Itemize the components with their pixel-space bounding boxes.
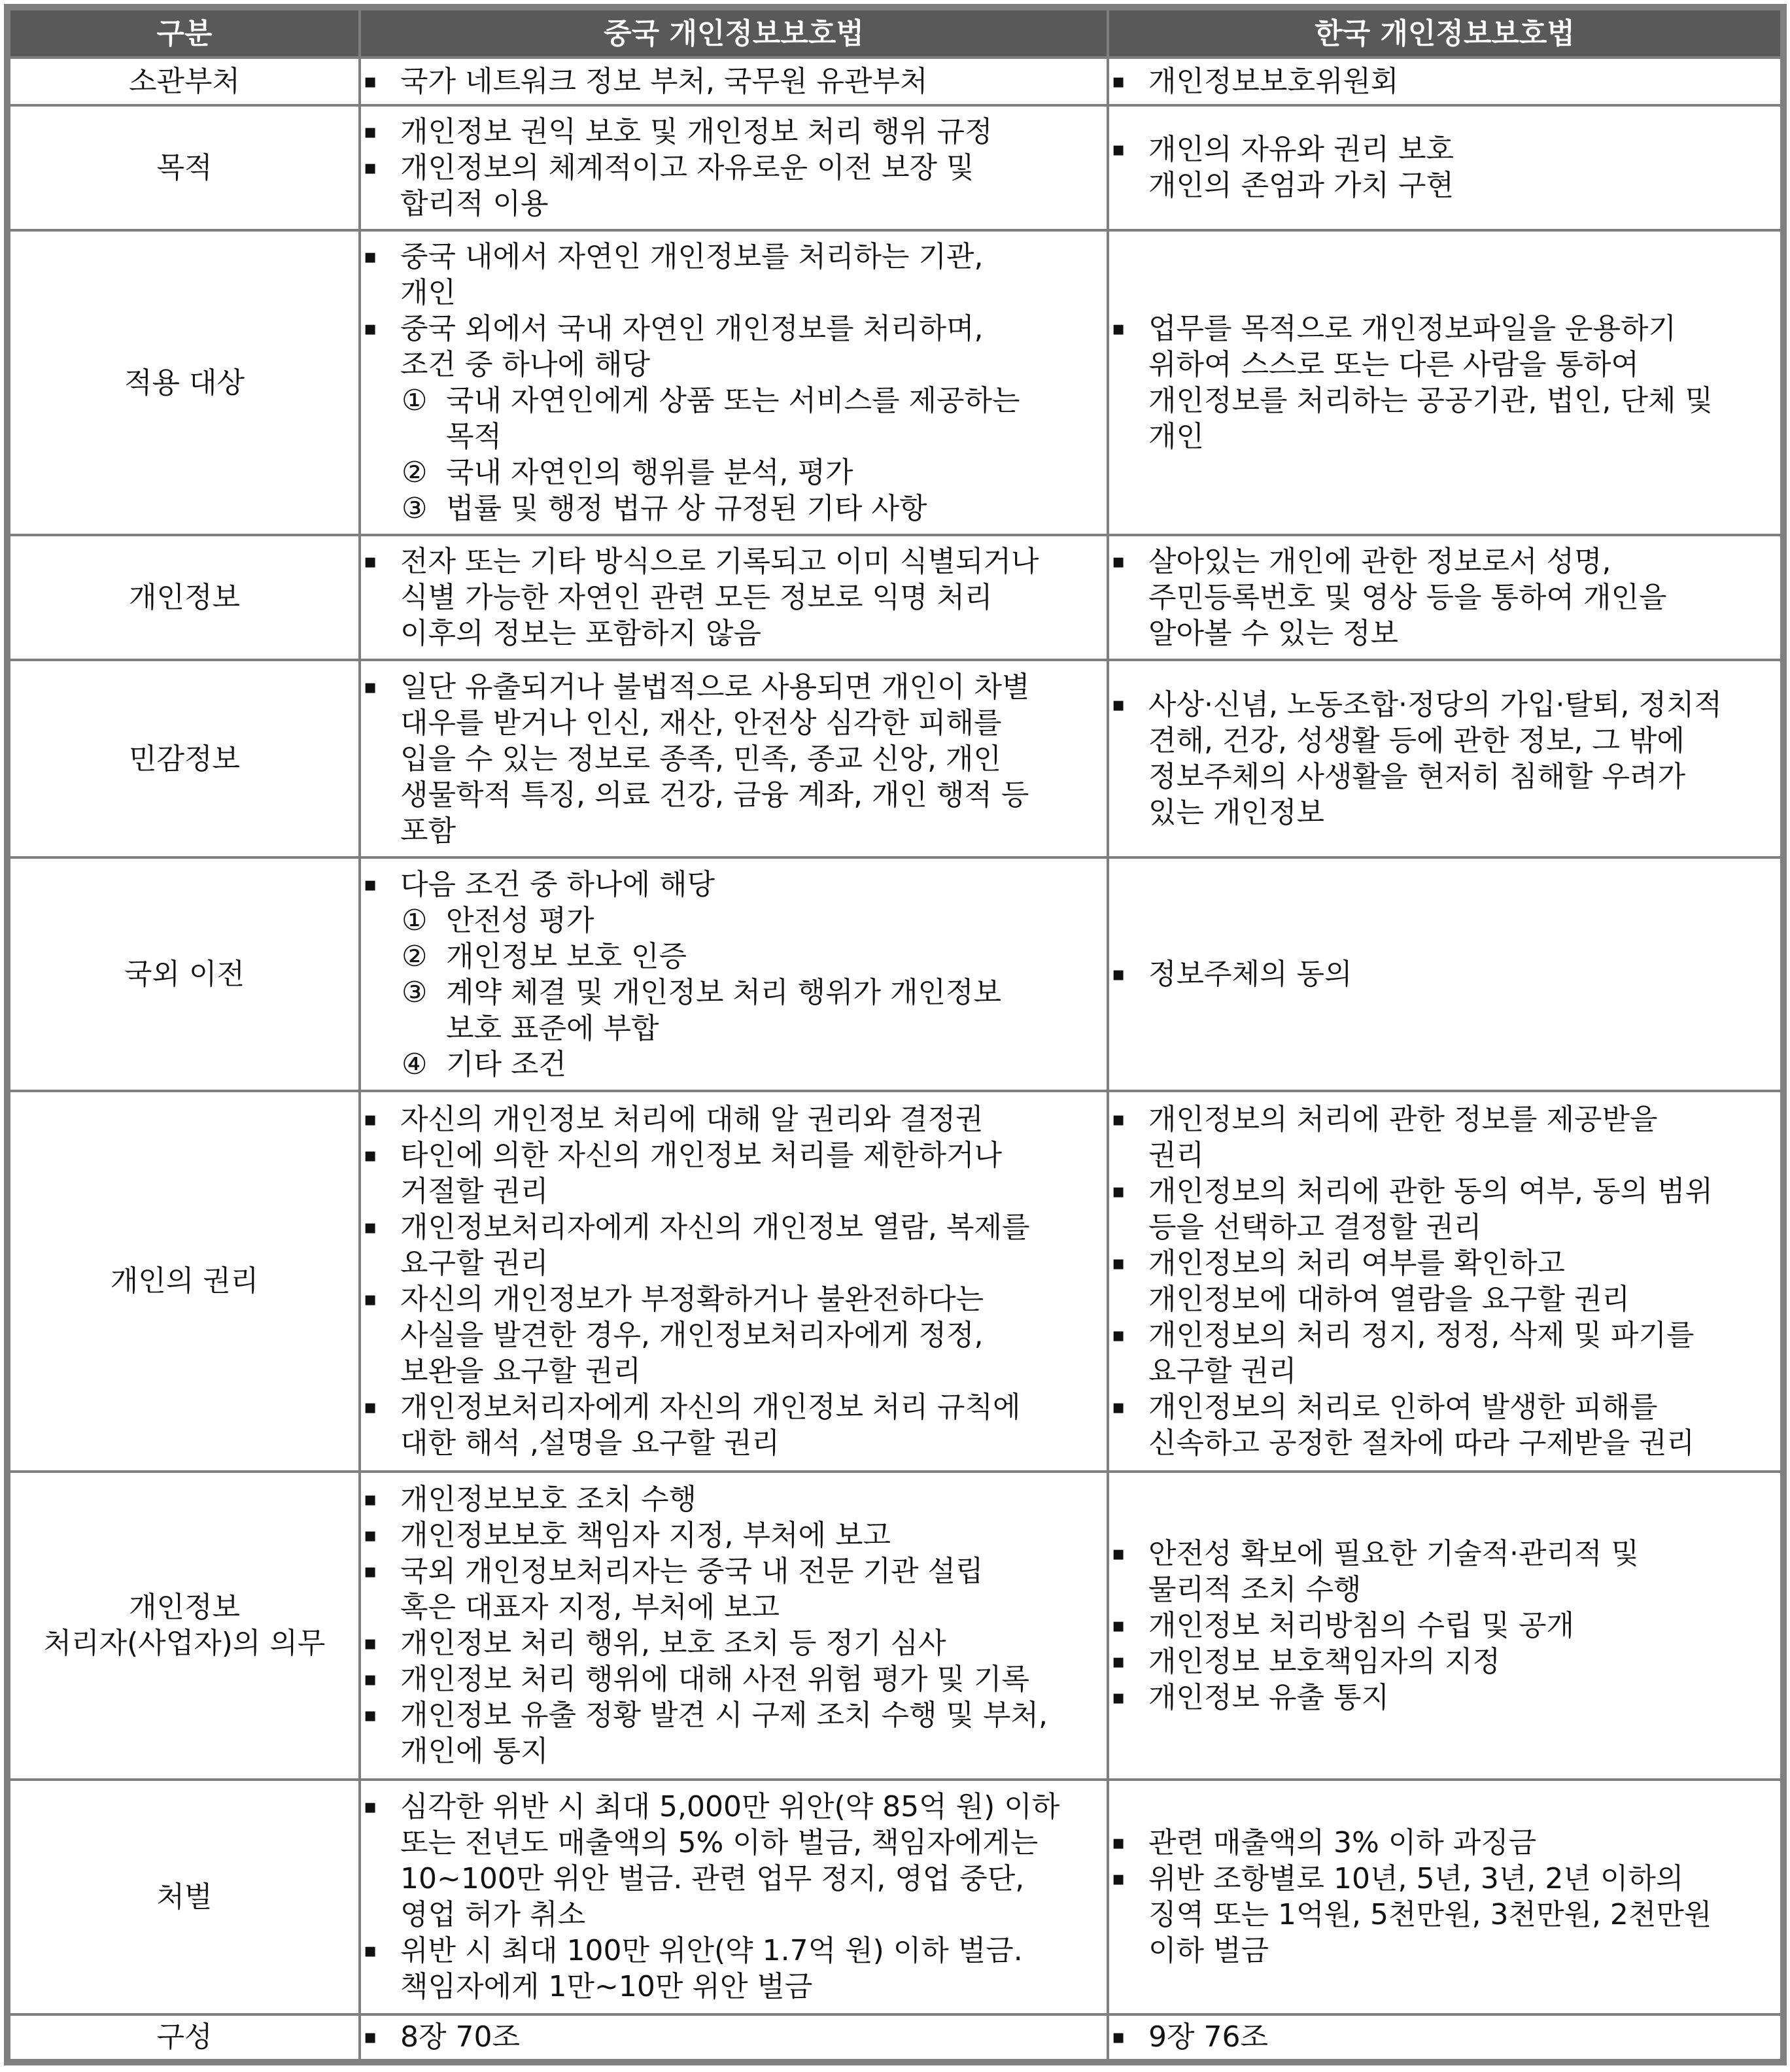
item-number: ③	[402, 492, 428, 526]
numbered-item	[361, 939, 1107, 975]
bullet-icon: ▪	[1112, 317, 1126, 341]
bullet-icon: ▪	[364, 1632, 377, 1655]
korea-cell	[1109, 232, 1780, 534]
numbered-item-text: 법률 및 행정 법규 상 규정된 기타 사항	[446, 492, 927, 526]
bullet-list	[1109, 1536, 1780, 1716]
bullet-list	[361, 544, 1107, 651]
china-cell	[361, 107, 1107, 229]
item-number: ①	[402, 384, 428, 418]
bullet-icon: ▪	[1112, 1395, 1126, 1419]
list-item-text: 개인정보의 처리 정지, 정정, 삭제 및 파기를 요구할 권리	[1148, 1318, 1695, 1388]
numbered-item-text: 국내 자연인의 행위를 분석, 평가	[446, 456, 853, 490]
korea-cell	[1109, 661, 1780, 856]
numbered-item	[361, 383, 1107, 455]
list-item	[361, 544, 1107, 651]
numbered-list	[361, 903, 1107, 1082]
list-item	[361, 1481, 1107, 1517]
korea-cell	[1109, 859, 1780, 1089]
bullet-icon: ▪	[364, 1704, 377, 1727]
list-item-text: 자신의 개인정보가 부정확하거나 불완전하다는 사실을 발견한 경우, 개인정보처리자에게 정정, 보완을 요구할 권리	[400, 1282, 984, 1388]
category-label: 처벌	[10, 1781, 358, 2013]
list-item-text: 살아있는 개인에 관한 정보로서 성명, 주민등록번호 및 영상 등을 통하여 개인을 알아볼 수 있는 정보	[1148, 545, 1667, 651]
numbered-item-text: 계약 체결 및 개인정보 처리 행위가 개인정보 보호 표준에 부합	[446, 975, 1001, 1045]
table-row-cross-border-transfer	[10, 859, 1780, 1089]
category-label: 적용 대상	[10, 232, 358, 534]
bullet-list	[1109, 131, 1780, 203]
bullet-icon: ▪	[364, 1287, 377, 1311]
table-row-personal-information	[10, 536, 1780, 659]
header-row	[10, 10, 1780, 56]
list-item	[1109, 1536, 1780, 1608]
list-item-text: 개인정보의 체계적이고 자유로운 이전 보장 및 합리적 이용	[400, 150, 974, 220]
bullet-icon: ▪	[1112, 1107, 1126, 1131]
numbered-item	[361, 903, 1107, 939]
list-item-text: 심각한 위반 시 최대 5,000만 위안(약 85억 원) 이하 또는 전년도 매출액의 5% 이하 벌금, 책임자에게는 10~100만 위안 벌금. 관련 업무 정지, 영업 중단, 영업 허가 취소	[400, 1790, 1060, 1932]
header-korea-law: 한국 개인정보보호법	[1109, 10, 1780, 56]
list-item-text: 일단 유출되거나 불법적으로 사용되면 개인이 차별 대우를 받거나 인신, 재산, 안전상 심각한 피해를 입을 수 있는 정보로 종족, 민족, 종교 신앙, 개인 생물학적 특징, 의료 건강, 금융 계좌, 개인 행적 등 포함	[400, 670, 1030, 848]
bullet-icon: ▪	[364, 550, 377, 574]
bullet-list	[1109, 2019, 1780, 2055]
item-number: ④	[402, 1047, 428, 1081]
bullet-icon: ▪	[364, 1560, 377, 1583]
list-item	[1109, 1317, 1780, 1389]
numbered-item-text: 기타 조건	[446, 1047, 567, 1081]
korea-cell	[1109, 1473, 1780, 1778]
bullet-icon: ▪	[1112, 138, 1126, 162]
list-item	[361, 1661, 1107, 1697]
table-row-composition	[10, 2016, 1780, 2059]
list-item-text: 국가 네트워크 정보 부처, 국무원 유관부처	[400, 65, 928, 98]
bullet-icon: ▪	[1112, 1867, 1126, 1891]
list-item	[361, 1553, 1107, 1625]
list-item	[1109, 63, 1780, 99]
china-cell	[361, 859, 1107, 1089]
item-number: ③	[402, 975, 428, 1009]
list-item	[361, 867, 1107, 903]
item-number: ②	[402, 939, 428, 973]
bullet-icon: ▪	[364, 120, 377, 143]
list-item	[1109, 687, 1780, 831]
header-china-law: 중국 개인정보보호법	[361, 10, 1107, 56]
list-item	[361, 311, 1107, 383]
bullet-list	[1109, 1825, 1780, 1969]
bullet-icon: ▪	[1112, 550, 1126, 574]
china-cell	[361, 536, 1107, 659]
china-cell	[361, 59, 1107, 104]
list-item	[1109, 1644, 1780, 1680]
list-item	[361, 1281, 1107, 1389]
china-cell	[361, 1473, 1107, 1778]
category-label: 국외 이전	[10, 859, 358, 1089]
numbered-item	[361, 491, 1107, 527]
table-row-purpose	[10, 107, 1780, 229]
list-item-text: 사상·신념, 노동조합·정당의 가입·탈퇴, 정치적 견해, 건강, 성생활 등에 관한 정보, 그 밖에 정보주체의 사생활을 현저히 침해할 우려가 있는 개인정보	[1148, 688, 1722, 830]
list-item	[1109, 1825, 1780, 1861]
bullet-icon: ▪	[1112, 1685, 1126, 1709]
category-label: 민감정보	[10, 661, 358, 856]
list-item-text: 개인정보보호 조치 수행	[400, 1483, 697, 1517]
bullet-icon: ▪	[1112, 1542, 1126, 1565]
bullet-list	[361, 2019, 1107, 2055]
list-item	[1109, 1173, 1780, 1245]
list-item-text: 위반 시 최대 100만 위안(약 1.7억 원) 이하 벌금. 책임자에게 1만~10만 위안 벌금	[400, 1934, 1023, 2004]
comparison-table-frame	[4, 4, 1787, 2065]
list-item	[1109, 1389, 1780, 1461]
list-item	[1109, 544, 1780, 651]
item-number: ②	[402, 456, 428, 490]
list-item	[1109, 1680, 1780, 1716]
bullet-icon: ▪	[364, 1668, 377, 1691]
list-item	[1109, 131, 1780, 203]
china-cell	[361, 2016, 1107, 2059]
list-item	[361, 1209, 1107, 1281]
korea-cell	[1109, 2016, 1780, 2059]
bullet-icon: ▪	[1112, 1179, 1126, 1203]
list-item-text: 개인정보의 처리 여부를 확인하고 개인정보에 대하여 열람을 요구할 권리	[1148, 1246, 1630, 1316]
table-row-individual-rights	[10, 1092, 1780, 1470]
bullet-icon: ▪	[364, 245, 377, 269]
list-item-text: 다음 조건 중 하나에 해당	[400, 867, 715, 901]
table-row-competent-authority	[10, 59, 1780, 104]
china-cell	[361, 1781, 1107, 2013]
list-item-text: 정보주체의 동의	[1148, 958, 1352, 992]
bullet-icon: ▪	[364, 675, 377, 699]
list-item	[1109, 1245, 1780, 1317]
category-label: 구성	[10, 2016, 358, 2059]
bullet-list	[1109, 687, 1780, 831]
bullet-list	[361, 114, 1107, 222]
list-item-text: 전자 또는 기타 방식으로 기록되고 이미 식별되거나 식별 가능한 자연인 관련 모든 정보로 익명 처리 이후의 정보는 포함하지 않음	[400, 545, 1039, 651]
list-item	[1109, 1861, 1780, 1969]
bullet-list	[361, 1481, 1107, 1769]
header-category: 구분	[10, 10, 358, 56]
item-number: ①	[402, 903, 428, 937]
bullet-icon: ▪	[364, 1795, 377, 1819]
list-item	[361, 1389, 1107, 1461]
korea-cell	[1109, 59, 1780, 104]
list-item-text: 개인정보 처리 행위, 보호 조치 등 정기 심사	[400, 1627, 946, 1661]
bullet-list	[361, 867, 1107, 903]
list-item-text: 중국 외에서 국내 자연인 개인정보를 처리하며, 조건 중 하나에 해당	[400, 312, 984, 382]
bullet-icon: ▪	[364, 1939, 377, 1963]
korea-cell	[1109, 107, 1780, 229]
list-item	[361, 1101, 1107, 1137]
list-item	[1109, 1608, 1780, 1644]
numbered-item	[361, 1046, 1107, 1082]
list-item-text: 개인정보의 처리에 관한 동의 여부, 동의 범위 등을 선택하고 결정할 권리	[1148, 1174, 1713, 1244]
list-item-text: 개인정보 권익 보호 및 개인정보 처리 행위 규정	[400, 114, 993, 148]
korea-cell	[1109, 1781, 1780, 2013]
list-item-text: 개인정보보호 책임자 지정, 부처에 보고	[400, 1519, 891, 1553]
bullet-list	[1109, 544, 1780, 651]
table-row-processor-obligations	[10, 1473, 1780, 1778]
table-row-penalties	[10, 1781, 1780, 2013]
bullet-icon: ▪	[364, 1143, 377, 1167]
list-item	[361, 2019, 1107, 2055]
list-item	[361, 669, 1107, 849]
list-item-text: 국외 개인정보처리자는 중국 내 전문 기관 설립 혹은 대표자 지정, 부처에 보고	[400, 1555, 984, 1625]
bullet-icon: ▪	[364, 1395, 377, 1419]
bullet-icon: ▪	[364, 1488, 377, 1511]
bullet-icon: ▪	[364, 1215, 377, 1239]
bullet-list	[1109, 63, 1780, 99]
china-cell	[361, 1092, 1107, 1470]
bullet-list	[361, 239, 1107, 383]
list-item	[361, 63, 1107, 99]
list-item-text: 9장 76조	[1148, 2020, 1268, 2054]
list-item	[361, 1933, 1107, 2005]
list-item-text: 자신의 개인정보 처리에 대해 알 권리와 결정권	[400, 1102, 984, 1136]
korea-cell	[1109, 536, 1780, 659]
list-item-text: 개인의 자유와 권리 보호 개인의 존엄과 가치 구현	[1148, 133, 1454, 203]
list-item-text: 개인정보 유출 정황 발견 시 구제 조치 수행 및 부처, 개인에 통지	[400, 1699, 1048, 1769]
bullet-icon: ▪	[364, 872, 377, 896]
numbered-item-text: 안전성 평가	[446, 903, 594, 937]
list-item-text: 안전성 확보에 필요한 기술적·관리적 및 물리적 조치 수행	[1148, 1536, 1639, 1606]
list-item	[361, 1137, 1107, 1209]
list-item	[1109, 956, 1780, 992]
bullet-icon: ▪	[1112, 70, 1126, 93]
numbered-item	[361, 975, 1107, 1046]
bullet-list	[1109, 956, 1780, 992]
category-label: 목적	[10, 107, 358, 229]
list-item-text: 타인에 의한 자신의 개인정보 처리를 제한하거나 거절할 권리	[400, 1138, 1003, 1208]
comparison-table	[8, 8, 1783, 2062]
list-item	[1109, 2019, 1780, 2055]
bullet-icon: ▪	[364, 1524, 377, 1547]
list-item-text: 개인정보보호위원회	[1148, 65, 1399, 98]
list-item-text: 개인정보 처리방침의 수립 및 공개	[1148, 1608, 1574, 1642]
bullet-icon: ▪	[1112, 693, 1126, 717]
bullet-list	[361, 1101, 1107, 1461]
list-item-text: 업무를 목적으로 개인정보파일을 운용하기 위하여 스스로 또는 다른 사람을 통하여 개인정보를 처리하는 공공기관, 법인, 단체 및 개인	[1148, 312, 1713, 454]
list-item-text: 개인정보의 처리에 관한 정보를 제공받을 권리	[1148, 1102, 1658, 1172]
list-item-text: 8장 70조	[400, 2020, 520, 2054]
bullet-icon: ▪	[364, 156, 377, 179]
list-item-text: 위반 조항별로 10년, 5년, 3년, 2년 이하의 징역 또는 1억원, 5천만원, 3천만원, 2천만원 이하 벌금	[1148, 1862, 1712, 1968]
table-row-sensitive-information	[10, 661, 1780, 856]
category-label: 개인의 권리	[10, 1092, 358, 1470]
list-item-text: 관련 매출액의 3% 이하 과징금	[1148, 1826, 1537, 1860]
list-item	[361, 150, 1107, 222]
china-cell	[361, 661, 1107, 856]
numbered-item-text: 국내 자연인에게 상품 또는 서비스를 제공하는 목적	[446, 384, 1020, 454]
category-label: 개인정보 처리자(사업자)의 의무	[10, 1473, 358, 1778]
list-item-text: 개인정보의 처리로 인하여 발생한 피해를 신속하고 공정한 절차에 따라 구제받을 권리	[1148, 1390, 1695, 1460]
bullet-icon: ▪	[1112, 963, 1126, 986]
list-item	[1109, 311, 1780, 455]
list-item-text: 개인정보 유출 통지	[1148, 1680, 1390, 1714]
category-label: 소관부처	[10, 59, 358, 104]
bullet-icon: ▪	[364, 317, 377, 341]
bullet-icon: ▪	[1112, 1649, 1126, 1673]
bullet-list	[361, 669, 1107, 849]
list-item-text: 개인정보 처리 행위에 대해 사전 위험 평가 및 기록	[400, 1663, 1029, 1697]
bullet-list	[361, 1789, 1107, 2005]
bullet-icon: ▪	[1112, 1251, 1126, 1275]
bullet-icon: ▪	[1112, 1614, 1126, 1637]
list-item-text: 개인정보 보호책임자의 지정	[1148, 1644, 1501, 1678]
korea-cell	[1109, 1092, 1780, 1470]
bullet-list	[1109, 311, 1780, 455]
bullet-icon: ▪	[1112, 1323, 1126, 1347]
numbered-item	[361, 455, 1107, 491]
bullet-icon: ▪	[364, 70, 377, 93]
bullet-icon: ▪	[364, 2026, 377, 2049]
list-item	[361, 1517, 1107, 1553]
numbered-list	[361, 383, 1107, 527]
list-item-text: 개인정보처리자에게 자신의 개인정보 처리 규칙에 대한 해석 ,설명을 요구할 권리	[400, 1390, 1021, 1460]
list-item	[361, 1697, 1107, 1769]
bullet-icon: ▪	[1112, 1831, 1126, 1855]
list-item	[361, 239, 1107, 311]
bullet-icon: ▪	[364, 1107, 377, 1131]
table-row-scope	[10, 232, 1780, 534]
list-item	[361, 1789, 1107, 1933]
list-item	[1109, 1101, 1780, 1173]
category-label: 개인정보	[10, 536, 358, 659]
list-item	[361, 114, 1107, 150]
list-item-text: 개인정보처리자에게 자신의 개인정보 열람, 복제를 요구할 권리	[400, 1210, 1030, 1280]
list-item-text: 중국 내에서 자연인 개인정보를 처리하는 기관, 개인	[400, 240, 984, 310]
bullet-list	[1109, 1101, 1780, 1461]
list-item	[361, 1625, 1107, 1661]
china-cell	[361, 232, 1107, 534]
bullet-icon: ▪	[1112, 2026, 1126, 2049]
bullet-list	[361, 63, 1107, 99]
numbered-item-text: 개인정보 보호 인증	[446, 939, 687, 973]
